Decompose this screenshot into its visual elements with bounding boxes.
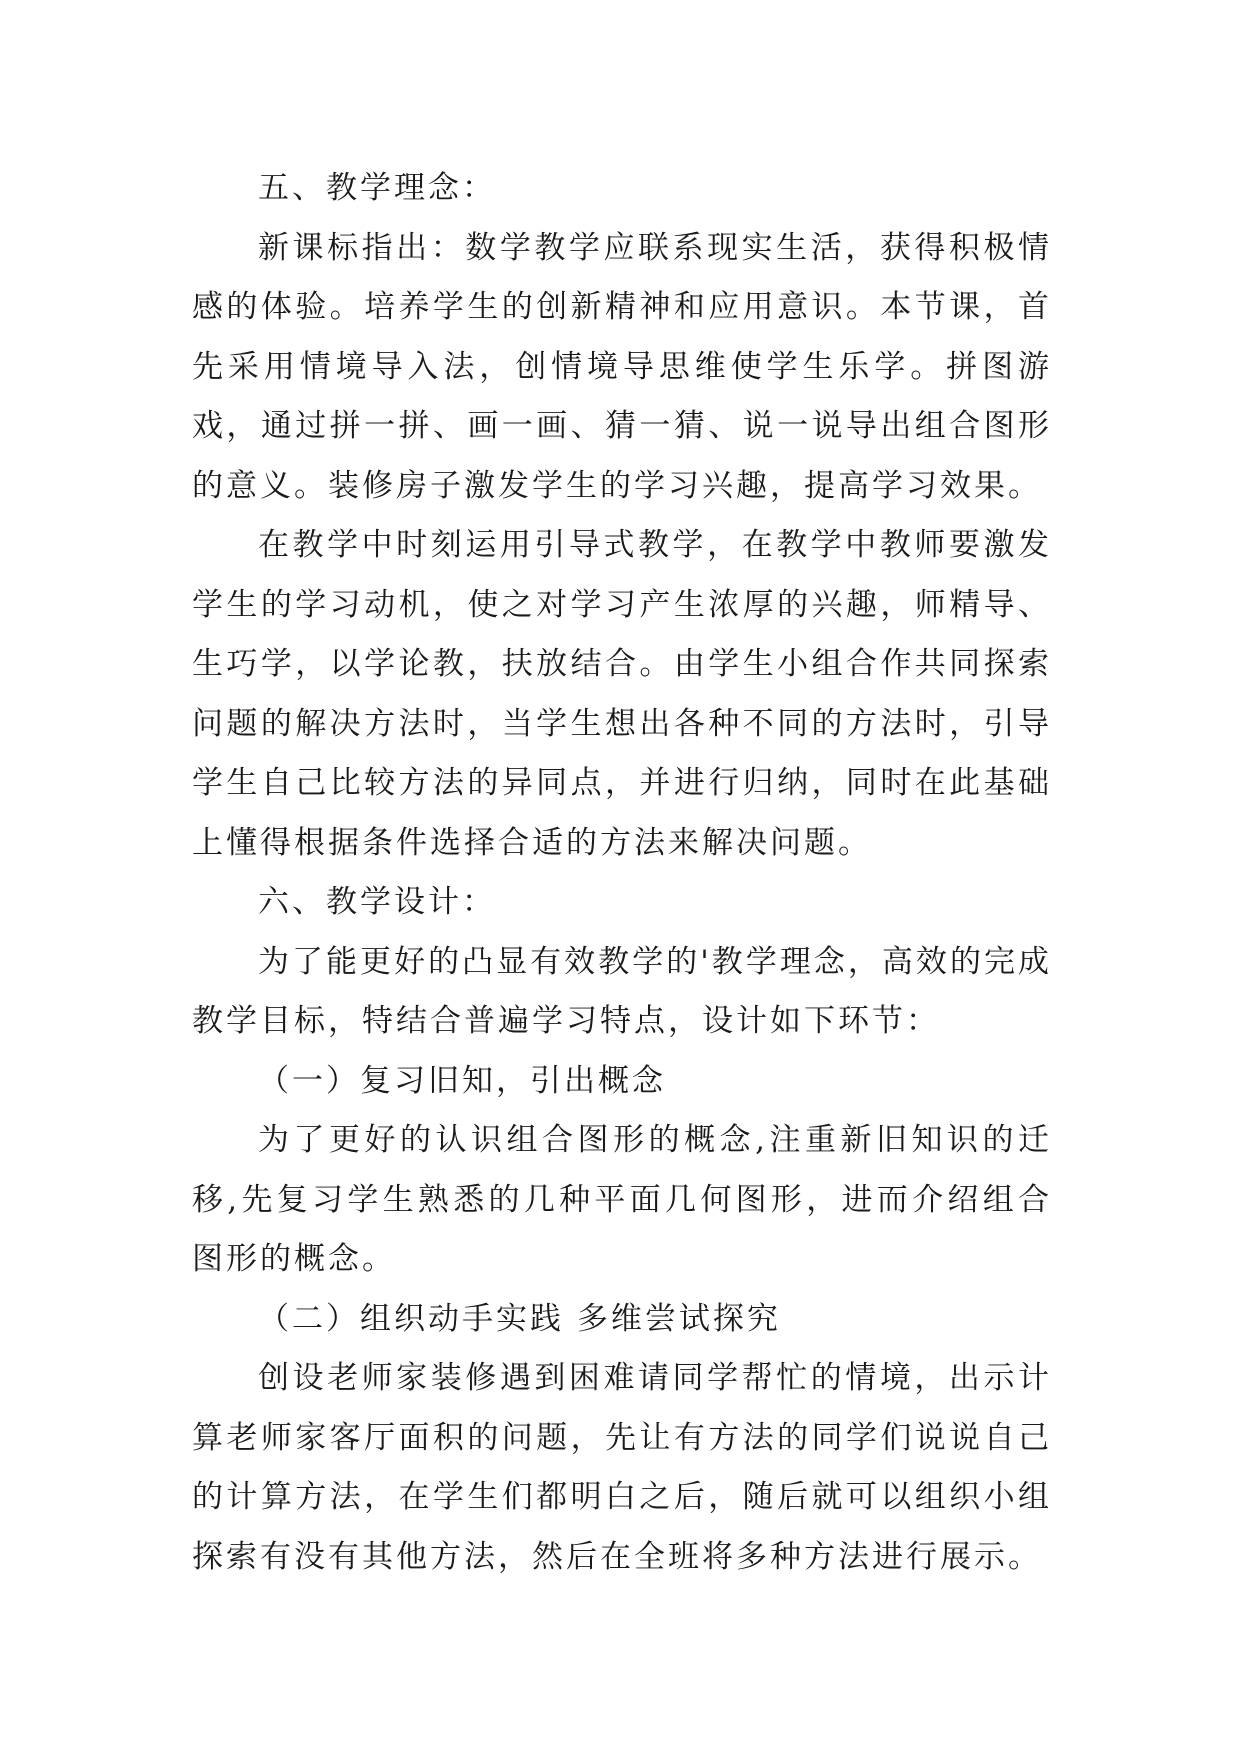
paragraph-design-intro: 为了能更好的凸显有效教学的'教学理念，高效的完成教学目标，特结合普遍学习特点，设计如下环节： (192, 943, 1052, 1039)
paragraph-practice: 创设老师家装修遇到困难请同学帮忙的情境，出示计算老师家客厅面积的问题，先让有方法的同学们说说自己的计算方法，在学生们都明白之后，随后就可以组织小组探索有没有其他方法，然后在全班将多种方法进行展示。 (192, 1360, 1052, 1575)
paragraph-review: 为了更好的认识组合图形的概念,注重新旧知识的迁移,先复习学生熟悉的几种平面几何图形，进而介绍组合图形的概念。 (192, 1122, 1052, 1277)
document-body (192, 159, 1052, 1587)
subsection-heading-2: （二）组织动手实践 多维尝试探究 (258, 1300, 781, 1337)
section-heading-6: 六、教学设计： (258, 884, 496, 920)
paragraph-guided-teaching: 在教学中时刻运用引导式教学，在教学中教师要激发学生的学习动机，使之对学习产生浓厚的兴趣，师精导、生巧学，以学论教，扶放结合。由学生小组合作共同探索问题的解决方法时，当学生想出各种不同的方法时，引导学生自己比较方法的异同点，并进行归纳，同时在此基础上懂得根据条件选择合适的方法来解决问题。 (192, 527, 1052, 861)
paragraph-teaching-philosophy: 新课标指出：数学教学应联系现实生活，获得积极情感的体验。培养学生的创新精神和应用意识。本节课，首先采用情境导入法，创情境导思维使学生乐学。拼图游戏，通过拼一拼、画一画、猜一猜、说一说导出组合图形的意义。装修房子激发学生的学习兴趣，提高学习效果。 (192, 229, 1052, 504)
subsection-heading-1: （一）复习旧知，引出概念 (258, 1062, 666, 1099)
section-heading-5: 五、教学理念： (258, 170, 496, 206)
